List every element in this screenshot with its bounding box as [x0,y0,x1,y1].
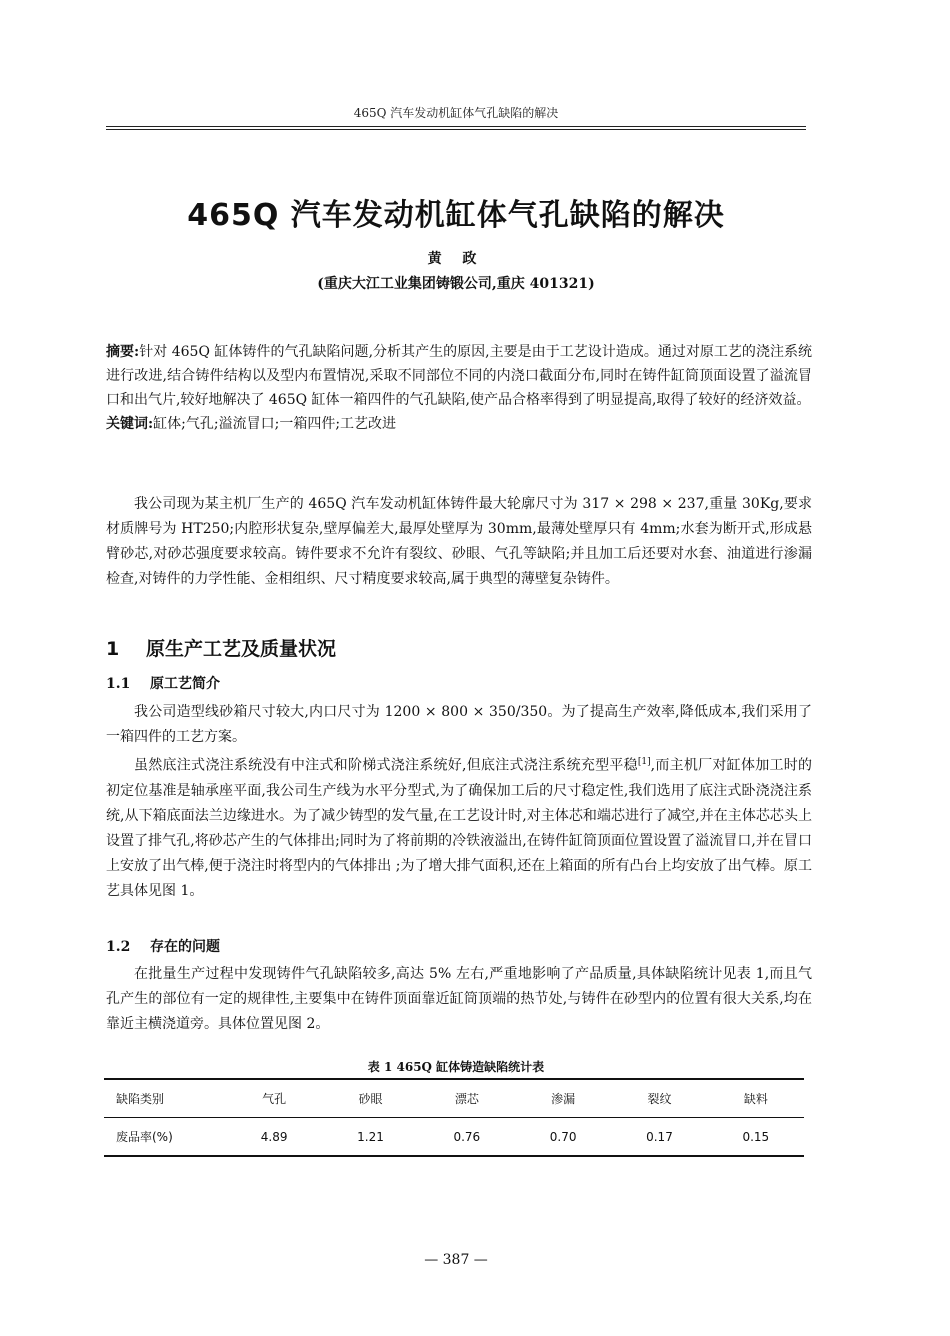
table-1-caption: 表 1 465Q 缸体铸造缺陷统计表 [367,1060,545,1074]
intro-block [106,492,812,592]
table-header-cell: 裂纹 [647,1092,672,1106]
table-header-row [104,1079,804,1118]
section-1-1-title: 原工艺简介 [150,676,220,692]
table-header-cell: 砂眼 [358,1092,383,1106]
table-row [104,1118,804,1157]
section-1-number: 1 [106,638,120,660]
paragraph-2-part-b: ,而主机厂对缸体加工时的初定位基准是轴承座平面,我公司生产线为水平分型式,为了确保加工后的尺寸稳定性,我们选用了底注式卧浇浇注系统,从下箱底面法兰边缘进水。为了减少铸型的发气量,在工艺设计时,对主体芯和端芯进行了减空,并在主体芯芯头上设置了排气孔,将砂芯产生的气体排出;同时为了将前期的冷铁液溢出,在铸件缸筒顶面位置设置了溢流冒口,并在冒口上安放了出气棒,便于浇注时将型内的气体排出 ;为了增大排气面积,还在上箱面的所有凸台上均安放了出气棒。原工艺具体见图 1。 [106,757,812,899]
section-1-1-paragraph-2 [106,750,812,904]
abstract-text: 针对 465Q 缸体铸件的气孔缺陷问题,分析其产生的原因,主要是由于工艺设计造成。通过对原工艺的浇注系统进行改进,结合铸件结构以及型内布置情况,采取不同部位不同的内浇口截面分布,同时在铸件缸筒顶面设置了溢流冒口和出气片,较好地解决了 465Q 缸体一箱四件的气孔缺陷,使产品合格率得到了明显提高,取得了较好的经济效益。 [106,344,812,408]
abstract [106,340,812,436]
table-cell: 0.76 [453,1129,481,1144]
section-1-1-heading [106,673,812,693]
running-head: 465Q 汽车发动机缸体气孔缺陷的解决 [353,106,559,120]
keywords [106,412,812,436]
page-number: — 387 — [424,1252,488,1268]
intro-paragraph: 我公司现为某主机厂生产的 465Q 汽车发动机缸体铸件最大轮廓尺寸为 317 × 298 × 237,重量 30Kg,要求材质牌号为 HT250;内腔形状复杂,壁厚偏差大,最厚处壁厚为 30mm,最薄处壁厚只有 4mm;水套为断开式,形成悬臂砂芯,对砂芯强度要求较高。铸件要求不允许有裂纹、砂眼、气孔等缺陷;并且加工后还要对水套、油道进行渗漏检查,对铸件的力学性能、金相组织、尺寸精度要求较高,属于典型的薄壁复杂铸件。 [106,496,812,587]
section-1-2-number: 1.2 [106,939,131,955]
table-header-cell: 漂芯 [454,1092,479,1106]
section-1-2-title: 存在的问题 [150,939,220,955]
table-cell: 0.70 [549,1129,577,1144]
abstract-label: 摘要: [106,344,140,360]
keywords-label: 关键词: [106,416,154,432]
table-cell: 0.17 [646,1129,673,1144]
table-cell: 1.21 [357,1129,384,1144]
paper-title: 465Q 汽车发动机缸体气孔缺陷的解决 [187,198,725,233]
section-1-2-paragraph-1: 在批量生产过程中发现铸件气孔缺陷较多,高达 5% 左右,严重地影响了产品质量,具体缺陷统计见表 1,而且气孔产生的部位有一定的规律性,主要集中在铸件顶面靠近缸筒顶端的热节处,与铸件在砂型内的位置有很大关系,均在靠近主横浇道旁。具体位置见图 2。 [106,966,812,1032]
author: 黄 政 [427,251,485,267]
table-header-cell: 缺料 [743,1092,768,1106]
abstract-body [106,340,812,412]
table-header-cell: 缺陷类别 [116,1092,165,1106]
defect-statistics-table [104,1078,804,1157]
section-1-1-number: 1.1 [106,676,131,692]
header-rule [106,126,806,130]
table-cell: 4.89 [260,1129,288,1144]
paragraph-2-part-a: 虽然底注式浇注系统没有中注式和阶梯式浇注系统好,但底注式浇注系统充型平稳 [134,757,638,774]
table-row-label: 废品率(%) [116,1130,173,1144]
section-1-2-body [106,962,812,1037]
citation-ref: [1] [637,757,651,767]
keywords-text: 缸体;气孔;溢流冒口;一箱四件;工艺改进 [153,416,397,432]
table-header-cell: 渗漏 [551,1092,576,1106]
section-1-heading [106,634,812,661]
section-1-1-body [106,700,812,904]
section-1-1-paragraph-1: 我公司造型线砂箱尺寸较大,内口尺寸为 1200 × 800 × 350/350。为了提高生产效率,降低成本,我们采用了一箱四件的工艺方案。 [106,704,812,745]
section-1-title: 原生产工艺及质量状况 [146,638,337,660]
table-header-cell: 气孔 [262,1092,287,1106]
affiliation: (重庆大江工业集团铸锻公司,重庆 401321) [317,276,595,292]
section-1-2-heading [106,936,812,956]
table-cell: 0.15 [742,1129,770,1144]
